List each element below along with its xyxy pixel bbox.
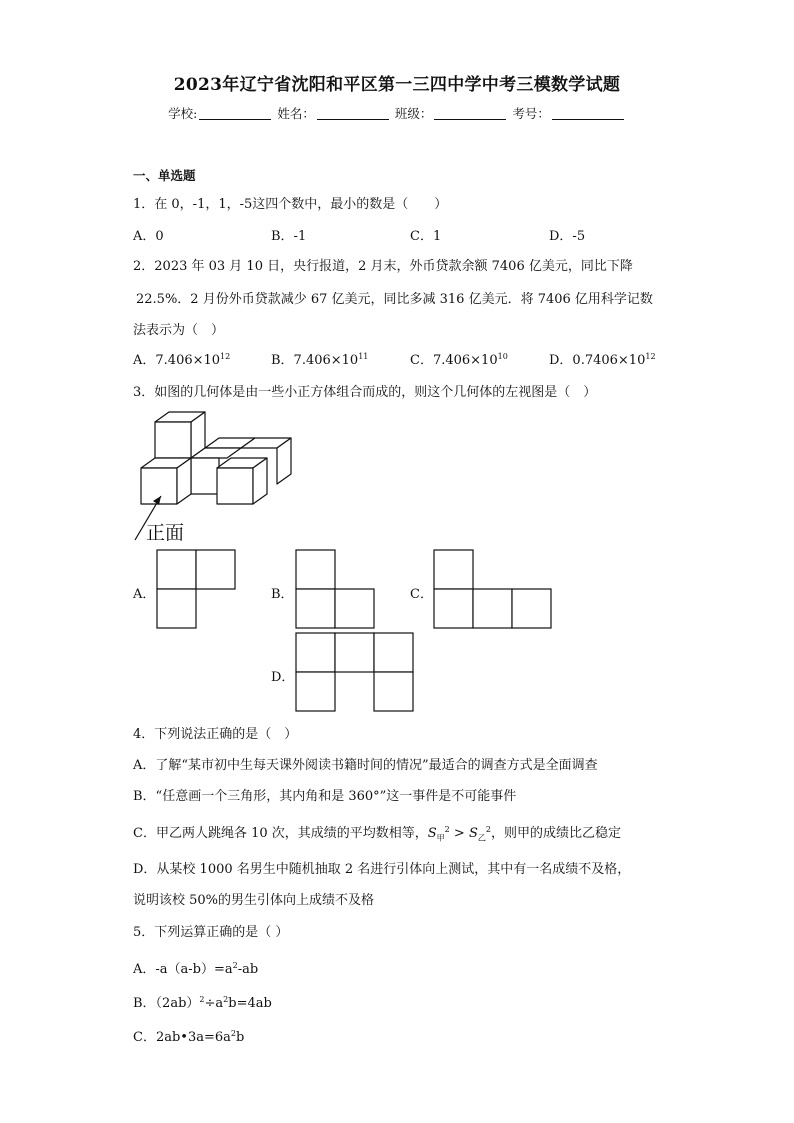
front-label: 正面 <box>146 522 185 544</box>
q3-stem: 3．如图的几何体是由一些小正方体组合而成的，则这个几何体的左视图是（ ） <box>133 385 597 400</box>
q3-option-d-figure <box>295 632 416 714</box>
class-blank <box>434 106 506 120</box>
q2-stem-line1: 2．2023 年 03 月 10 日，央行报道，2 月末，外币贷款余额 7406 亿美元，同比下降 <box>133 259 633 274</box>
q2-option-d: D．$0.7406\times 10^{12}$ <box>549 352 656 368</box>
school-blank <box>199 106 271 120</box>
q2-stem-line3: 法表示为（ ） <box>133 323 225 338</box>
name-label: 姓名： <box>277 106 315 121</box>
q2-stem-line2: 22.5%．2 月份外币贷款减少 67 亿美元，同比多减 316 亿美元．将 7406 亿用科学记数 <box>136 292 653 307</box>
q1-option-d: D．-5 <box>549 229 586 244</box>
name-blank <box>317 106 389 120</box>
q3-option-b-label: B． <box>271 587 294 602</box>
q4-stem: 4．下列说法正确的是（ ） <box>133 727 298 742</box>
q2-option-b: B．$7.406\times 10^{11}$ <box>271 352 369 368</box>
q5-option-a: A．$-a(a-b)=a^2-ab$ <box>133 961 259 977</box>
class-label: 班级： <box>394 106 433 121</box>
q3-option-b-figure <box>295 549 377 631</box>
school-label: 学校: <box>168 106 198 121</box>
q3-option-c-label: C． <box>410 587 433 602</box>
exam-title: 2023年辽宁省沈阳和平区第一三四中学中考三模数学试题 <box>173 75 621 95</box>
exam-number-label: 考号： <box>512 106 550 121</box>
q1-option-b: B．-1 <box>271 229 307 244</box>
exam-number-blank <box>552 106 624 120</box>
q2-option-c: C．$7.406\times 10^{10}$ <box>410 352 508 368</box>
section-heading: 一、单选题 <box>133 168 196 183</box>
q4-option-d-line2: 说明该校 50%的男生引体向上成绩不及格 <box>133 893 375 908</box>
q1-stem: 1．在 0，-1，1，-5这四个数中，最小的数是（ ） <box>133 197 448 212</box>
q5-option-c: C．$2ab•3a=6a^2b$ <box>133 1029 245 1045</box>
q4-option-a: A．了解“某市初中生每天课外阅读书籍时间的情况”最适合的调查方式是全面调查 <box>133 758 598 773</box>
q5-stem: 5．下列运算正确的是（ ） <box>133 925 289 940</box>
student-info-row <box>0 104 794 122</box>
q3-option-d-label: D． <box>271 670 295 685</box>
q3-option-a-label: A． <box>133 587 156 602</box>
q3-option-a-figure <box>156 549 238 631</box>
q1-option-a: A．0 <box>133 229 164 244</box>
q4-option-d-line1: D．从某校 1000 名男生中随机抽取 2 名进行引体向上测试，其中有一名成绩不及格， <box>133 862 631 877</box>
q4-option-b: B．“任意画一个三角形，其内角和是 360°”这一事件是不可能事件 <box>133 789 517 804</box>
q3-option-c-figure <box>433 549 554 631</box>
q5-option-b: B．$(2ab)^2\div a^2b=4ab$ <box>133 995 272 1011</box>
q2-option-a: A．$7.406\times 10^{12}$ <box>133 352 231 368</box>
q4-option-c: C．甲乙两人跳绳各 10 次，其成绩的平均数相等，$S_甲^2 > S_乙^2$，则甲的成绩比乙稳定 <box>133 825 621 843</box>
q1-option-c: C．1 <box>410 229 442 244</box>
